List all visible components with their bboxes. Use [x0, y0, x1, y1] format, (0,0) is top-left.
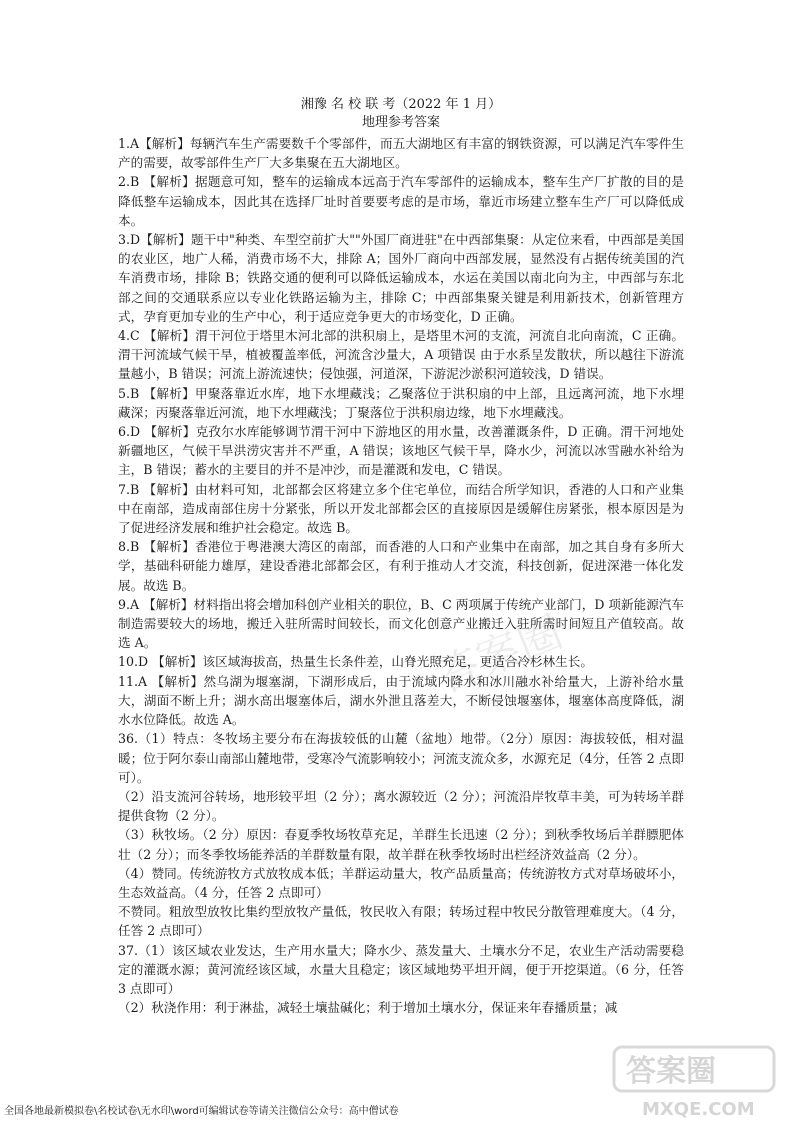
answer-paragraph: （2）沿支流河谷转场，地形较平坦（2 分）；离水源较近（2 分）；河流沿岸牧草丰美，可为转场羊群提供食物（2 分）。 [118, 788, 684, 824]
answer-paragraph: 9.A 【解析】材料指出将会增加科创产业相关的职位，B、C 两项属于传统产业部门，D 项新能源汽车制造需要较大的场地，搬迁入驻所需时间较长，而文化创意产业搬迁入驻所需时间短且产值较高。故选 A。 [118, 596, 684, 651]
answer-paragraph: （2）秋浇作用：利于淋盐，减轻土壤盐碱化；利于增加土壤水分，保证来年春播质量；减 [118, 1000, 618, 1016]
answer-paragraph: 37.（1）该区域农业发达，生产用水量大；降水少、蒸发量大、土壤水分不足，农业生产活动需要稳定的灌溉水源；黄河流经该区域，水量大且稳定；该区域地势平坦开阔，便于开挖渠道。（6 分，任答 3 点即可） [118, 942, 684, 996]
answer-paragraph: 2.B 【解析】据题意可知，整车的运输成本远高于汽车零部件的运输成本，整车生产厂扩散的目的是降低整车运输成本，因此其在选择厂址时首要要考虑的是市场，靠近市场建立整车生产厂可以降低成本。 [118, 174, 684, 228]
document-title: 湘豫 名 校 联 考（2022 年 1 月） [300, 97, 502, 112]
answer-paragraph: 6.D 【解析】克孜尔水库能够调节渭干河中下游地区的用水量，改善灌溉条件，D 正确。渭干河地处新疆地区，气候干旱洪涝灾害并不严重，A 错误；该地区气候干旱，降水少，河流以冰雪融水补给为主，B 错误；蓄水的主要目的并不是冲沙，而是灌溉和发电，C 错误。 [118, 424, 684, 478]
document-subtitle: 地理参考答案 [361, 115, 440, 130]
answer-document [118, 96, 684, 1017]
answer-paragraph: 7.B 【解析】由材料可知，北部都会区将建立多个住宅单位，而结合所学知识，香港的人口和产业集中在南部，造成南部住房十分紧张，所以开发北部都会区的直接原因是缓解住房紧张，根本原因是为了促进经济发展和维护社会稳定。故选 B。 [118, 481, 684, 536]
svg-text:答案圈: 答案圈 [626, 1054, 716, 1089]
answer-paragraph: （4）赞同。传统游牧方式放牧成本低；羊群运动量大，牧产品质量高；传统游牧方式对草场破坏小，生态效益高。（4 分，任答 2 点即可） [118, 865, 684, 900]
footer-note: 全国各地最新模拟卷\名校试卷\无水印\word可编辑试卷等请关注微信公众号：高中僧试卷 [4, 1106, 399, 1117]
answer-paragraph: 1.A【解析】每辆汽车生产需要数千个零部件，而五大湖地区有丰富的钢铁资源，可以满足汽车零件生产的需要，故零部件生产厂大多集聚在五大湖地区。 [118, 136, 684, 171]
answer-paragraph: 3.D【解析】题干中"种类、车型空前扩大""外国厂商进驻"在中西部集聚：从定位来看，中西部是美国的农业区，地广人稀，消费市场不大，排除 A；国外厂商向中西部发展，显然没有占据传统美国的汽车消费市场，排除 B；铁路交通的便利可以降低运输成本，水运在美国以南北向为主，中西部与东北部之间的交通联系应以专业化铁路运输为主，排除 C；中西部集聚关键是利用新技术，创新管理方式，孕育更加专业的生产中心，利于适应竞争更大的市场变化，D 正确。 [118, 232, 684, 324]
answer-paragraph: 11.A 【解析】然乌湖为堰塞湖，下湖形成后，由于流域内降水和冰川融水补给量大，上游补给水量大，湖面不断上升；湖水高出堰塞体后，湖水外泄且落差大，不断侵蚀堰塞体，堰塞体高度降低，湖水水位降低。故选 A。 [118, 673, 684, 728]
answer-paragraph: 36.（1）特点：冬牧场主要分布在海拔较低的山麓（盆地）地带。（2分）原因：海拔较低，相对温暖；位于阿尔泰山南部山麓地带，受寒冷气流影响较小；河流支流众多，水源充足（4分，任答 2 点即可）。 [118, 731, 684, 785]
svg-text:MXQE.COM: MXQE.COM [642, 1099, 755, 1120]
answer-paragraph: 8.B 【解析】香港位于粤港澳大湾区的南部，而香港的人口和产业集中在南部，加之其自身有多所大学，基础科研能力雄厚，建设香港北部都会区，有利于推动人才交流，科技创新，促进深港一体化发展。故选 B。 [118, 539, 684, 593]
answer-paragraph: 不赞同。粗放型放牧比集约型放牧产量低，牧民收入有限；转场过程中牧民分散管理难度大。（4 分，任答 2 点即可） [118, 904, 684, 939]
svg-text:答案圈: 答案圈 [428, 606, 570, 704]
answer-paragraph: 10.D 【解析】该区域海拔高，热量生长条件差，山脊光照充足，更适合冷杉林生长。 [118, 654, 593, 670]
answer-paragraph: （3）秋牧场。（2 分）原因：春夏季牧场牧草充足，羊群生长迅速（2 分）；到秋季牧场后羊群膘肥体壮（2 分）；而冬季牧场能养活的羊群数量有限，故羊群在秋季牧场时出栏经济效益高（2 分）。 [118, 827, 684, 862]
answer-circle-logo-watermark [612, 1043, 780, 1121]
answer-paragraph: 5.B 【解析】甲聚落靠近水库，地下水埋藏浅；乙聚落位于洪积扇的中上部，且远离河流，地下水埋藏深；丙聚落靠近河流，地下水埋藏浅；丁聚落位于洪积扇边缘，地下水埋藏浅。 [118, 385, 684, 420]
answer-paragraph: 4.C 【解析】渭干河位于塔里木河北部的洪积扇上，是塔里木河的支流，河流自北向南流，C 正确。渭干河流域气候干旱，植被覆盖率低，河流含沙量大，A 项错误 由于水系呈发散状，所以越往下游流量越小，B 错误；河流上游流速快；侵蚀强，河道深，下游泥沙淤积河道较浅，D 错误。 [118, 328, 684, 382]
